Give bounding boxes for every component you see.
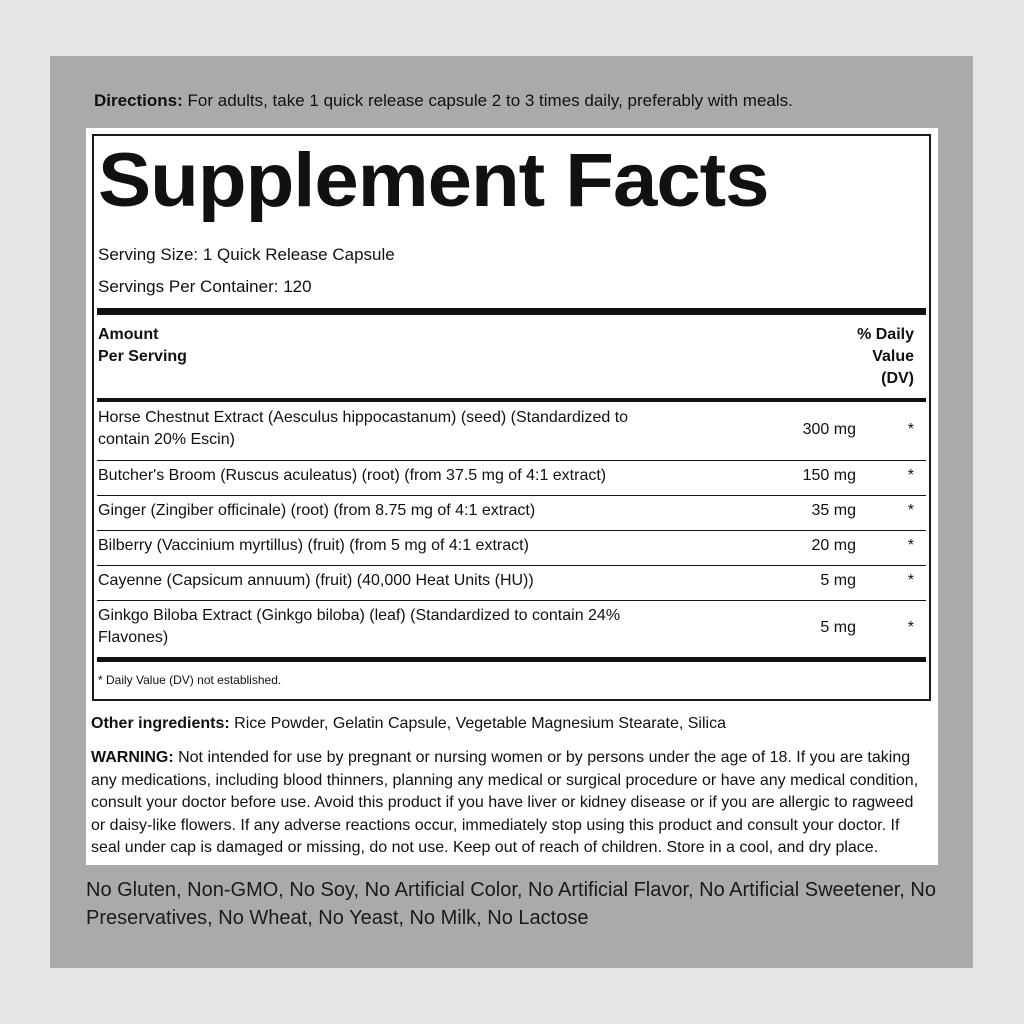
- ingredient-dv: *: [907, 572, 914, 589]
- divider-thick-top: [97, 308, 926, 315]
- ingredient-amount: 35 mg: [811, 502, 856, 519]
- ingredient-name: Butcher's Broom (Ruscus aculeatus) (root) (from 37.5 mg of 4:1 extract): [98, 467, 607, 484]
- ingredient-name: Ginger (Zingiber officinale) (root) (from 8.75 mg of 4:1 extract): [98, 502, 536, 519]
- other-ingredients-label: Other ingredients:: [91, 715, 230, 732]
- other-ingredients-text: Rice Powder, Gelatin Capsule, Vegetable Magnesium Stearate, Silica: [229, 715, 726, 732]
- header-amount-line1: Amount: [98, 326, 159, 343]
- table-row: [97, 600, 926, 657]
- table-row: [97, 530, 926, 565]
- table-row: [97, 402, 926, 460]
- table-row: [97, 565, 926, 600]
- table-row: [97, 495, 926, 530]
- ingredient-amount: 20 mg: [811, 537, 856, 554]
- ingredient-name: Bilberry (Vaccinium myrtillus) (fruit) (from 5 mg of 4:1 extract): [98, 537, 529, 554]
- warning-text: Not intended for use by pregnant or nursing women or by persons under the age of 18. If you are taking any medications, including blood thinners, planning any medical or surgical procedure or have any medical condition, consult your doctor before use. Avoid this product if you have liver or kidney disease or if you are allergic to ragweed or daisy-like flowers. If any adverse reactions occur, immediately stop using this product and consult your doctor. If seal under cap is damaged or missing, do not use. Keep out of reach of children. Store in a cool, and dry place.: [91, 749, 919, 856]
- header-daily-value: [857, 324, 914, 390]
- ingredient-amount: 300 mg: [802, 421, 856, 438]
- ingredient-amount: 5 mg: [820, 619, 856, 636]
- free-from-claims: No Gluten, Non-GMO, No Soy, No Artificial Color, No Artificial Flavor, No Artificial Sweetener, No Preservatives, No Wheat, No Yeast, No Milk, No Lactose: [86, 879, 936, 929]
- ingredient-name: Ginkgo Biloba Extract (Ginkgo biloba) (leaf) (Standardized to contain 24% Flavones): [98, 607, 621, 646]
- ingredient-dv: *: [907, 619, 914, 636]
- ingredient-amount: 150 mg: [802, 467, 856, 484]
- ingredient-dv: *: [907, 537, 914, 554]
- ingredient-amount: 5 mg: [820, 572, 856, 589]
- serving-size: Serving Size: 1 Quick Release Capsule: [98, 245, 395, 264]
- ingredient-name: Horse Chestnut Extract (Aesculus hippocastanum) (seed) (Standardized to contain 20% Escin): [98, 409, 629, 448]
- warning: [91, 747, 931, 860]
- ingredient-dv: *: [907, 467, 914, 484]
- directions-label: Directions:: [94, 91, 183, 110]
- warning-label: WARNING:: [91, 749, 174, 766]
- header-dv-line1: % Daily: [857, 326, 914, 343]
- ingredient-dv: *: [907, 421, 914, 438]
- divider-thick-bottom: [97, 657, 926, 662]
- other-ingredients: [91, 713, 931, 735]
- header-dv-line2: Value: [872, 348, 914, 365]
- table-row: [97, 460, 926, 495]
- ingredient-dv: *: [907, 502, 914, 519]
- header-amount: [98, 324, 187, 368]
- supplement-facts-title: Supplement Facts: [98, 138, 769, 223]
- header-dv-line3: (DV): [881, 370, 914, 387]
- header-amount-line2: Per Serving: [98, 348, 187, 365]
- directions: [94, 90, 954, 112]
- dv-footnote: * Daily Value (DV) not established.: [98, 673, 282, 687]
- ingredient-name: Cayenne (Capsicum annuum) (fruit) (40,000 Heat Units (HU)): [98, 572, 534, 589]
- servings-per-container: Servings Per Container: 120: [98, 277, 312, 296]
- directions-text: For adults, take 1 quick release capsule 2 to 3 times daily, preferably with meals.: [182, 91, 793, 110]
